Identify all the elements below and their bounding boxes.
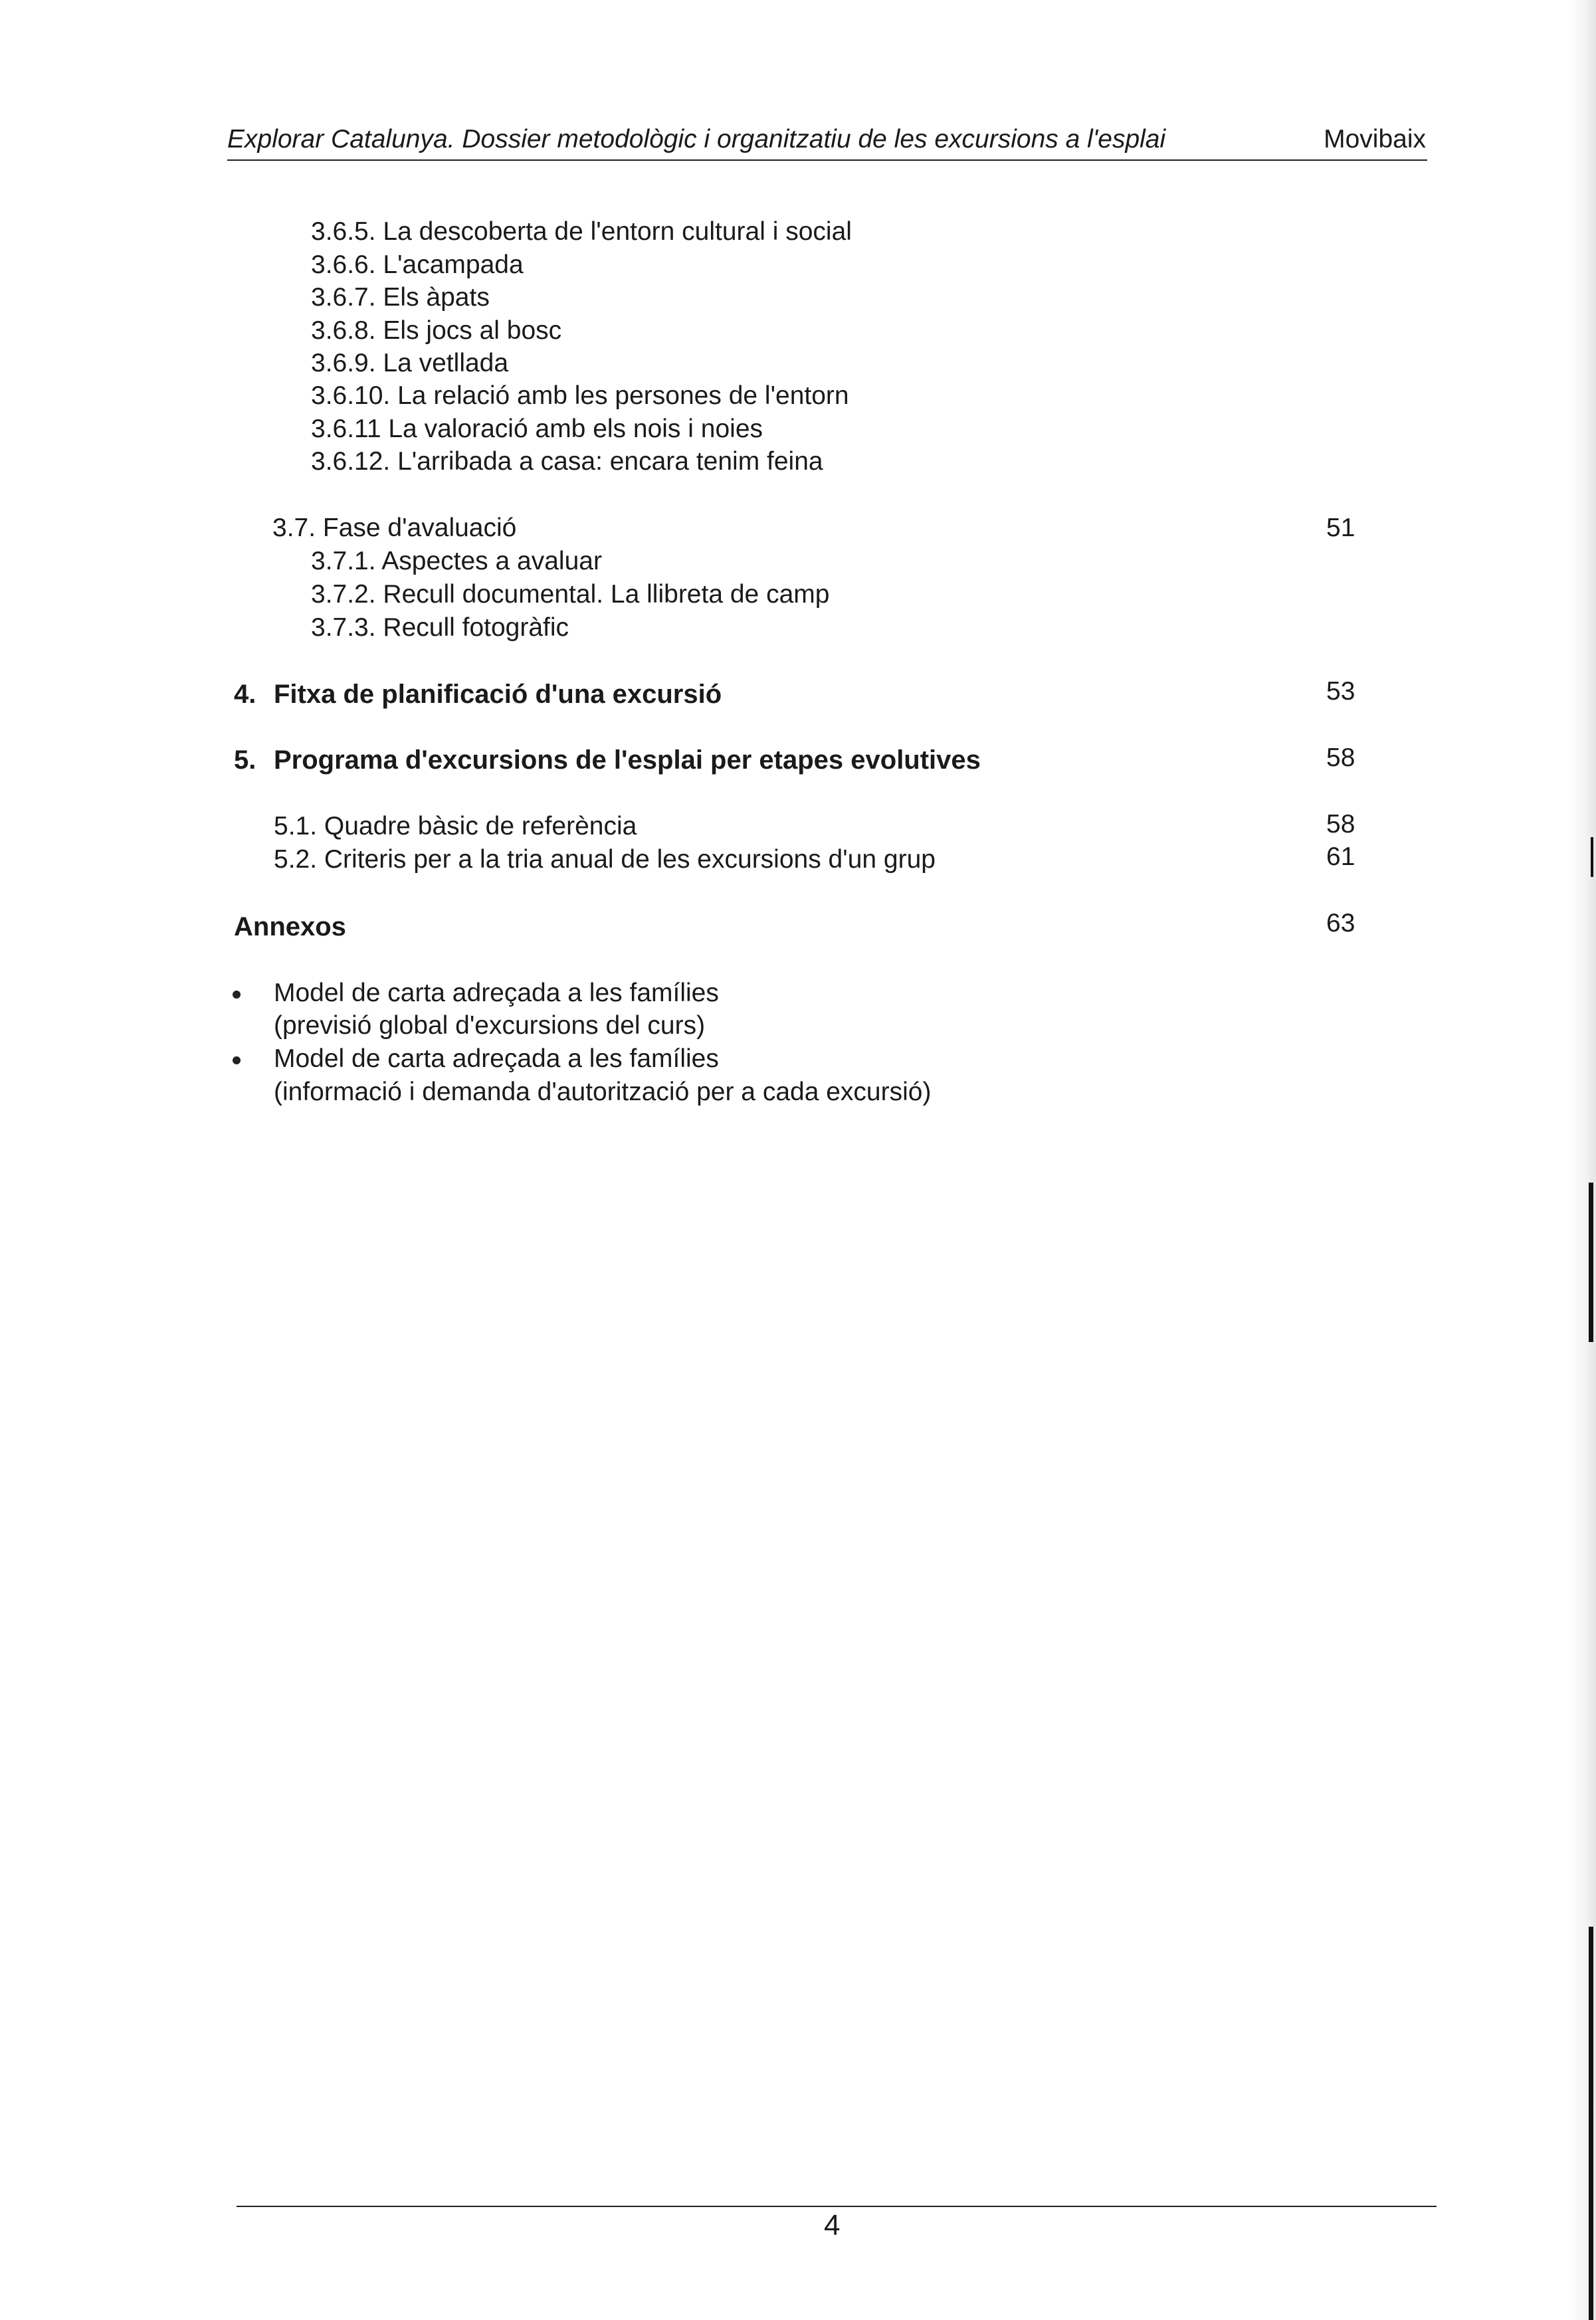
scan-edge-mark bbox=[1591, 837, 1593, 877]
page-number: 4 bbox=[824, 2209, 841, 2242]
toc-page-5-1: 58 bbox=[1326, 810, 1355, 838]
header-title: Explorar Catalunya. Dossier metodològic i organitzatiu de les excursions a l'esplai bbox=[227, 125, 1166, 153]
scan-edge-mark bbox=[1589, 1927, 1593, 2320]
header-organization: Movibaix bbox=[1324, 125, 1426, 153]
running-header bbox=[227, 120, 1427, 161]
toc-item-3-6-5: 3.6.5. La descoberta de l'entorn cultural i social bbox=[311, 217, 852, 246]
toc-item-3-6-11: 3.6.11 La valoració amb els nois i noies bbox=[311, 415, 763, 443]
toc-item-3-6-8: 3.6.8. Els jocs al bosc bbox=[311, 316, 562, 345]
toc-section-4: Fitxa de planificació d'una excursió bbox=[274, 680, 722, 709]
toc-section-4-number: 4. bbox=[234, 680, 256, 709]
toc-item-3-7-2: 3.7.2. Recull documental. La llibreta de camp bbox=[311, 580, 830, 609]
toc-annexes: Annexos bbox=[234, 912, 346, 941]
toc-page-5: 58 bbox=[1326, 743, 1355, 772]
toc-item-3-6-10: 3.6.10. La relació amb les persones de l'entorn bbox=[311, 381, 849, 410]
toc-page-annexes: 63 bbox=[1326, 909, 1355, 937]
scan-edge-mark bbox=[1589, 1183, 1593, 1342]
toc-page-5-2: 61 bbox=[1326, 842, 1355, 871]
annex-item-2-line-2: (informació i demanda d'autorització per a cada excursió) bbox=[274, 1078, 932, 1106]
toc-section-5-number: 5. bbox=[234, 745, 256, 775]
toc-item-3-7-3: 3.7.3. Recull fotogràfic bbox=[311, 613, 569, 642]
toc-page-4: 53 bbox=[1326, 677, 1355, 706]
footer-rule bbox=[237, 2206, 1437, 2207]
toc-page-3-7: 51 bbox=[1326, 514, 1355, 542]
toc-section-5-1: 5.1. Quadre bàsic de referència bbox=[274, 812, 637, 840]
toc-section-5-2: 5.2. Criteris per a la tria anual de les excursions d'un grup bbox=[274, 845, 936, 874]
toc-section-5: Programa d'excursions de l'esplai per etapes evolutives bbox=[274, 745, 981, 775]
bullet-icon bbox=[233, 1056, 241, 1064]
toc-item-3-6-6: 3.6.6. L'acampada bbox=[311, 250, 524, 279]
annex-item-2-line-1: Model de carta adreçada a les famílies bbox=[274, 1044, 719, 1073]
toc-item-3-7-1: 3.7.1. Aspectes a avaluar bbox=[311, 547, 602, 575]
toc-item-3-6-7: 3.6.7. Els àpats bbox=[311, 283, 490, 312]
toc-item-3-6-12: 3.6.12. L'arribada a casa: encara tenim feina bbox=[311, 447, 823, 476]
annex-item-1-line-2: (previsió global d'excursions del curs) bbox=[274, 1011, 706, 1040]
toc-section-3-7: 3.7. Fase d'avaluació bbox=[272, 514, 517, 542]
bullet-icon bbox=[233, 991, 241, 999]
annex-item-1-line-1: Model de carta adreçada a les famílies bbox=[274, 979, 719, 1007]
toc-item-3-6-9: 3.6.9. La vetllada bbox=[311, 349, 509, 377]
